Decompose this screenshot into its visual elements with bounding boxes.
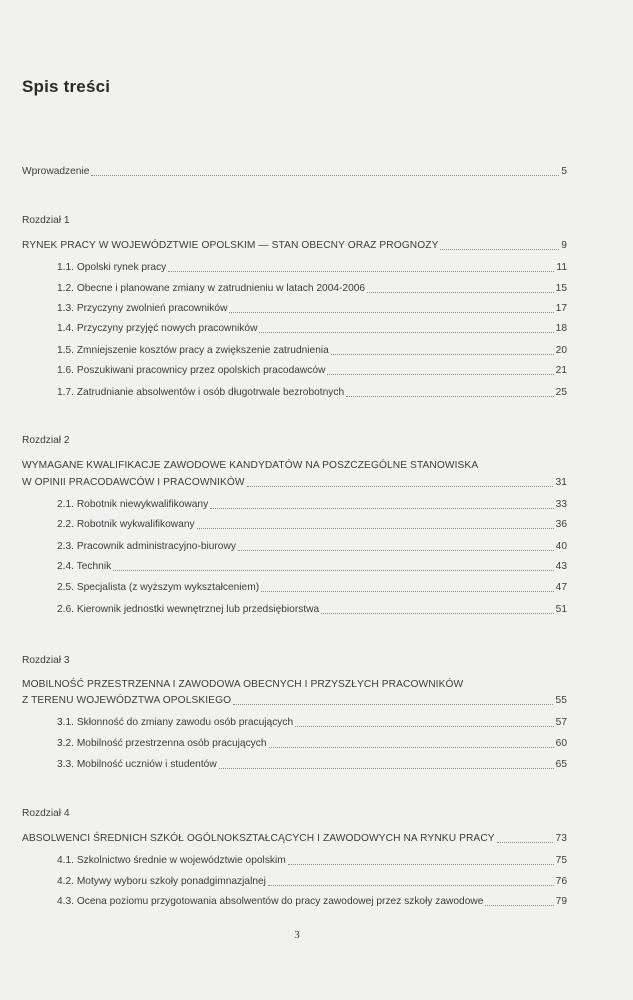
toc-entry-text: 1.1. Opolski rynek pracy	[57, 262, 167, 273]
toc-entry-text: 1.7. Zatrudnianie absolwentów i osób długotrwale bezrobotnych	[57, 387, 345, 398]
dot-leader	[440, 249, 559, 250]
toc-entry[interactable]	[57, 386, 567, 400]
toc-entry-text: 2.3. Pracownik administracyjno-biurowy	[57, 541, 236, 552]
chapter-heading[interactable]	[22, 832, 567, 846]
toc-entry[interactable]	[57, 560, 567, 574]
toc-entry-page: 18	[555, 323, 567, 334]
dot-leader	[295, 726, 554, 727]
toc-entry-page: 15	[555, 283, 567, 294]
toc-entry-text: 2.2. Robotnik wykwalifikowany	[57, 519, 195, 530]
dot-leader	[238, 550, 554, 551]
toc-entry[interactable]	[57, 322, 567, 336]
toc-entry-text: 1.6. Poszukiwani pracownicy przez opolskich pracodawców	[57, 365, 326, 376]
dot-leader	[497, 842, 554, 843]
toc-entry-page: 43	[555, 561, 567, 572]
dot-leader	[268, 885, 554, 886]
dot-leader	[346, 396, 554, 397]
toc-entry-page: 57	[555, 717, 567, 728]
toc-entry-text: 4.2. Motywy wyboru szkoły ponadgimnazjalnej	[57, 876, 266, 887]
toc-entry-page: 20	[555, 345, 567, 356]
dot-leader	[327, 374, 553, 375]
dot-leader	[247, 486, 554, 487]
toc-entry-text: 2.6. Kierownik jednostki wewnętrznej lub przedsiębiorstwa	[57, 604, 320, 615]
chapter-heading[interactable]	[22, 476, 567, 490]
toc-entry-text: 3.1. Skłonność do zmiany zawodu osób pracujących	[57, 717, 294, 728]
toc-entry[interactable]	[57, 364, 567, 378]
dot-leader	[210, 508, 553, 509]
dot-leader	[113, 570, 553, 571]
toc-entry-page: 25	[555, 387, 567, 398]
toc-entry-page: 40	[555, 541, 567, 552]
toc-entry[interactable]	[57, 581, 567, 595]
dot-leader	[219, 768, 554, 769]
chapter-heading-line: WYMAGANE KWALIFIKACJE ZAWODOWE KANDYDATÓW NA POSZCZEGÓLNE STANOWISKA	[22, 460, 479, 471]
page-title: Spis treści	[22, 77, 111, 96]
page-number: 3	[294, 929, 300, 941]
chapter-heading-text: W OPINII PRACODAWCÓW I PRACOWNIKÓW	[22, 477, 245, 488]
dot-leader	[261, 591, 554, 592]
toc-entry[interactable]	[57, 603, 567, 617]
chapter-heading-page: 31	[555, 477, 567, 488]
toc-entry-text: 2.1. Robotnik niewykwalifikowany	[57, 499, 209, 510]
toc-entry-text: 2.5. Specjalista (z wyższym wykształceniem)	[57, 582, 260, 593]
chapter-label: Rozdział 2	[22, 435, 70, 446]
dot-leader	[321, 613, 553, 614]
toc-entry[interactable]	[57, 261, 567, 275]
chapter-heading[interactable]	[22, 694, 567, 708]
toc-entry-page: 33	[555, 499, 567, 510]
toc-entry-text: 1.5. Zmniejszenie kosztów pracy a zwiększenie zatrudnienia	[57, 345, 329, 356]
toc-entry-page: 17	[555, 303, 567, 314]
dot-leader	[233, 704, 553, 705]
dot-leader	[485, 905, 553, 906]
toc-entry[interactable]	[57, 854, 567, 868]
chapter-label: Rozdział 1	[22, 215, 70, 226]
toc-entry-page: 11	[556, 262, 567, 273]
toc-entry-page: 65	[555, 759, 567, 770]
dot-leader	[367, 292, 554, 293]
chapter-heading-line: MOBILNOŚĆ PRZESTRZENNA I ZAWODOWA OBECNYCH I PRZYSZŁYCH PRACOWNIKÓW	[22, 679, 464, 690]
toc-entry-page: 79	[555, 896, 567, 907]
dot-leader	[288, 864, 554, 865]
chapter-heading-text: ABSOLWENCI ŚREDNICH SZKÓŁ OGÓLNOKSZTAŁCĄCYCH I ZAWODOWYCH NA RYNKU PRACY	[22, 833, 495, 844]
chapter-heading-text: RYNEK PRACY W WOJEWÓDZTWIE OPOLSKIM — STAN OBECNY ORAZ PROGNOZY	[22, 240, 439, 251]
toc-entry[interactable]	[57, 282, 567, 296]
toc-entry-text: 3.3. Mobilność uczniów i studentów	[57, 759, 217, 770]
toc-entry-text: 3.2. Mobilność przestrzenna osób pracujących	[57, 738, 267, 749]
toc-entry-page: 5	[561, 166, 567, 177]
toc-entry[interactable]	[57, 498, 567, 512]
toc-entry-text: 4.3. Ocena poziomu przygotowania absolwentów do pracy zawodowej przez szkoły zawodowe	[57, 896, 484, 907]
toc-entry-page: 60	[555, 738, 567, 749]
toc-entry-introduction[interactable]	[22, 165, 567, 179]
toc-entry-page: 51	[555, 604, 567, 615]
chapter-label: Rozdział 4	[22, 808, 70, 819]
toc-entry[interactable]	[57, 737, 567, 751]
chapter-label: Rozdział 3	[22, 655, 70, 666]
dot-leader	[259, 332, 553, 333]
toc-entry-page: 36	[555, 519, 567, 530]
toc-entry-text: 4.1. Szkolnictwo średnie w województwie opolskim	[57, 855, 286, 866]
dot-leader	[269, 747, 554, 748]
toc-entry[interactable]	[57, 540, 567, 554]
toc-entry[interactable]	[57, 518, 567, 532]
chapter-heading[interactable]	[22, 239, 567, 253]
toc-entry[interactable]	[57, 302, 567, 316]
dot-leader	[168, 271, 554, 272]
toc-entry-text: 2.4. Technik	[57, 561, 112, 572]
dot-leader	[197, 528, 554, 529]
toc-entry[interactable]	[57, 758, 567, 772]
toc-entry[interactable]	[57, 895, 567, 909]
toc-entry-page: 47	[555, 582, 567, 593]
toc-entry-page: 75	[555, 855, 567, 866]
chapter-heading-page: 73	[555, 833, 567, 844]
toc-entry-text: Wprowadzenie	[22, 166, 90, 177]
toc-entry[interactable]	[57, 875, 567, 889]
toc-entry-text: 1.2. Obecne i planowane zmiany w zatrudnieniu w latach 2004-2006	[57, 283, 366, 294]
toc-entry-text: 1.4. Przyczyny przyjęć nowych pracowników	[57, 323, 258, 334]
dot-leader	[91, 175, 559, 176]
chapter-heading-text: Z TERENU WOJEWÓDZTWA OPOLSKIEGO	[22, 695, 232, 706]
toc-entry-page: 76	[555, 876, 567, 887]
chapter-heading-page: 9	[561, 240, 567, 251]
chapter-heading-page: 55	[555, 695, 567, 706]
toc-entry-text: 1.3. Przyczyny zwolnień pracowników	[57, 303, 228, 314]
toc-entry[interactable]	[57, 344, 567, 358]
toc-entry[interactable]	[57, 716, 567, 730]
toc-entry-page: 21	[555, 365, 567, 376]
dot-leader	[229, 312, 553, 313]
dot-leader	[331, 354, 554, 355]
